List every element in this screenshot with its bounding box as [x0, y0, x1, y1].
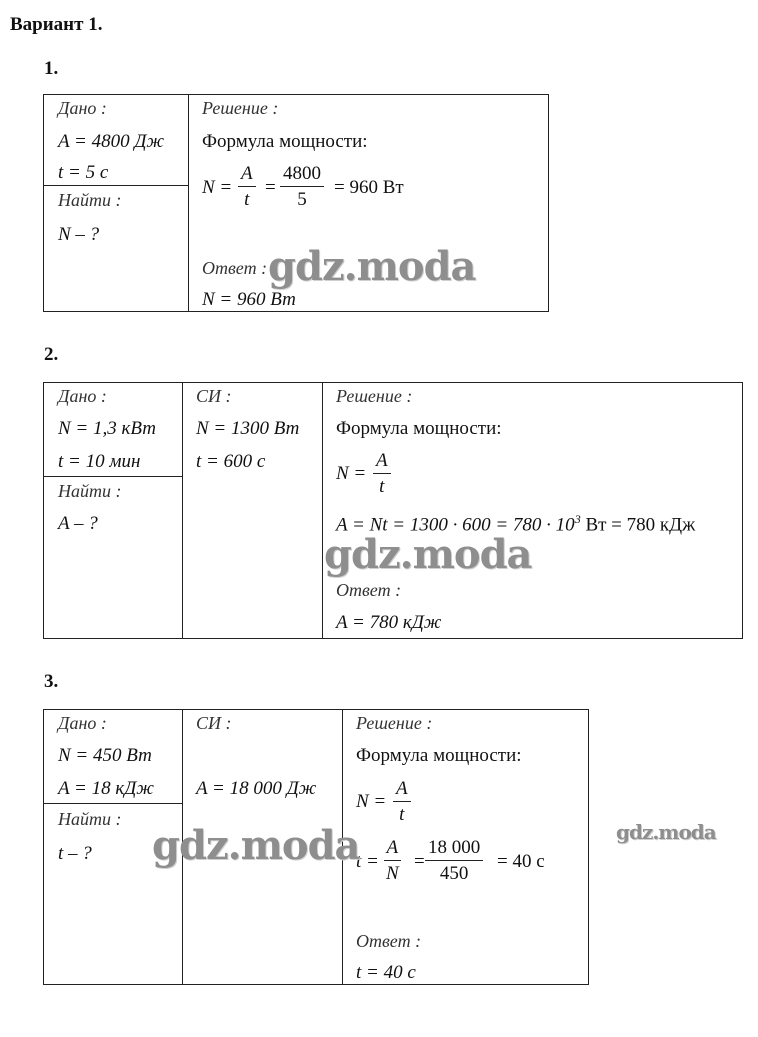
find-label: Найти :: [58, 481, 122, 501]
watermark: gdz.moda: [268, 243, 476, 290]
given-line: A = 4800 Дж: [58, 131, 165, 152]
given-label: Дано :: [58, 98, 107, 118]
answer-label: Ответ :: [356, 931, 422, 951]
answer-value: t = 40 c: [356, 962, 416, 983]
formula-title: Формула мощности:: [202, 131, 368, 152]
find-line: N – ?: [58, 224, 100, 245]
formula-title: Формула мощности:: [336, 418, 502, 439]
given-line: N = 450 Вт: [58, 745, 152, 766]
given-line: A = 18 кДж: [58, 778, 154, 799]
calc-result: = 40 c: [497, 851, 545, 872]
fraction-a-over-n: $\frac{A}{N}$: [383, 836, 402, 887]
watermark: gdz.moda: [324, 531, 532, 578]
answer-label: Ответ :: [202, 258, 268, 278]
si-label: СИ :: [196, 713, 232, 733]
given-line: t = 5 c: [58, 162, 109, 183]
answer-value: N = 960 Вт: [202, 289, 296, 310]
fraction-values: $\frac{4800}{5}$: [280, 162, 324, 213]
given-line: N = 1,3 кВт: [58, 418, 156, 439]
find-line: A – ?: [58, 513, 98, 534]
calc-eq: =: [414, 851, 425, 872]
si-line: t = 600 c: [196, 451, 266, 472]
si-label: СИ :: [196, 386, 232, 406]
fraction-a-over-t: $\frac{A}{t}$: [373, 449, 391, 500]
given-label: Дано :: [58, 386, 107, 406]
calculation: $A = Nt = 1300 \cdot 600 = 780 \cdot 10^3$ Вт = 780 кДж: [336, 512, 696, 536]
solution-label: Решение :: [336, 386, 413, 406]
variant-title: Вариант 1.: [10, 14, 103, 35]
problem-1-number: 1.: [44, 58, 59, 79]
solution-label: Решение :: [202, 98, 279, 118]
si-line: N = 1300 Вт: [196, 418, 300, 439]
fraction-a-over-t: $\frac{A}{t}$: [393, 777, 411, 828]
si-line: A = 18 000 Дж: [196, 778, 317, 799]
watermark: gdz.moda: [152, 822, 360, 869]
problem-2-number: 2.: [44, 344, 59, 365]
given-line: t = 10 мин: [58, 451, 141, 472]
fraction-a-over-t: $\frac{A}{t}$: [238, 162, 256, 213]
find-label: Найти :: [58, 809, 122, 829]
solution-label: Решение :: [356, 713, 433, 733]
fraction-values: $\frac{18 000}{450}$: [425, 836, 483, 887]
answer-label: Ответ :: [336, 580, 402, 600]
find-line: t – ?: [58, 843, 92, 864]
answer-value: A = 780 кДж: [336, 612, 442, 633]
formula-lhs: N =: [202, 177, 233, 198]
formula-result: = 960 Вт: [334, 177, 404, 198]
problem-3-number: 3.: [44, 671, 59, 692]
calc-lhs: t =: [356, 851, 379, 872]
formula-lhs: N =: [356, 791, 387, 812]
formula-eq: =: [265, 177, 276, 198]
formula-lhs: N =: [336, 463, 367, 484]
find-label: Найти :: [58, 190, 122, 210]
given-label: Дано :: [58, 713, 107, 733]
formula-title: Формула мощности:: [356, 745, 522, 766]
watermark-small: gdz.moda: [616, 820, 716, 844]
